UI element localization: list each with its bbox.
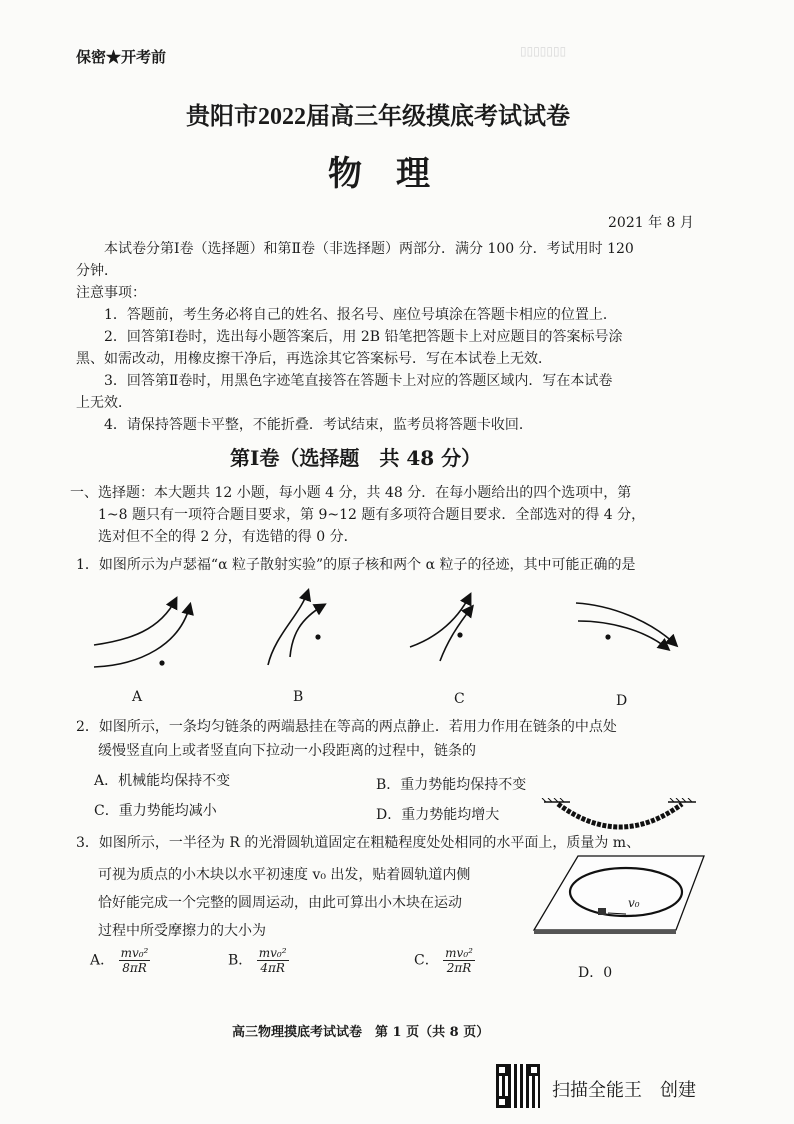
intro-line-1: 本试卷分第Ⅰ卷（选择题）和第Ⅱ卷（非选择题）两部分．满分 100 分．考试用时 120 <box>104 241 634 257</box>
qr-code-icon <box>496 1064 540 1108</box>
page-footer: 高三物理摸底考试试卷 第 1 页（共 8 页） <box>232 1025 490 1040</box>
notes-heading: 注意事项： <box>76 285 146 301</box>
q1-figure <box>80 585 700 695</box>
q3-option-d: D．0 <box>578 965 613 981</box>
exam-date: 2021 年 8 月 <box>608 215 694 231</box>
intro-line-2: 分钟． <box>76 263 118 279</box>
question-1-text: 1．如图所示为卢瑟福“α 粒子散射实验”的原子核和两个 α 粒子的径迹，其中可能正确的是 <box>76 557 636 573</box>
note-item: 4．请保持答题卡平整，不能折叠．考试结束，监考员将答题卡收回． <box>104 417 533 433</box>
q1-label-c: C <box>454 691 465 707</box>
circular-track-figure <box>528 850 708 934</box>
q1-label-d: D <box>616 693 628 709</box>
chain <box>558 804 682 827</box>
block <box>598 908 606 915</box>
section-instruction: 1~8 题只有一项符合题目要求，第 9~12 题有多项符合题目要求．全部选对的得 4 分， <box>98 507 646 523</box>
exam-title: 贵阳市2022届高三年级摸底考试试卷 <box>186 101 570 130</box>
question-2-line-1: 2．如图所示，一条均匀链条的两端悬挂在等高的两点静止．若用力作用在链条的中点处 <box>76 719 617 735</box>
option-c-diagram <box>410 595 472 661</box>
q1-label-b: B <box>293 689 304 705</box>
q3-option-a: A． $\frac{\text{mv₀²}}{8\pi R}$ <box>90 946 149 975</box>
question-3-line-3: 恰好能完成一个完整的圆周运动，由此可算出小木块在运动 <box>98 895 462 911</box>
q2-option-c: C．重力势能均减小 <box>94 803 217 819</box>
option-a-diagram <box>94 599 190 667</box>
option-d-diagram <box>576 603 676 649</box>
q3-option-c: C． $\frac{\text{mv₀²}}{2\pi R}$ <box>414 946 473 975</box>
velocity-label: v₀ <box>628 896 640 910</box>
q2-option-b: B．重力势能均保持不变 <box>376 777 527 793</box>
option-b-diagram <box>268 591 324 665</box>
note-item: 黑、如需改动，用橡皮擦干净后，再选涂其它答案标号．写在本试卷上无效． <box>76 351 552 367</box>
note-item: 3．回答第Ⅱ卷时，用黑色字迹笔直接答在答题卡上对应的答题区域内．写在本试卷 <box>104 373 613 389</box>
q1-label-a: A <box>132 689 143 705</box>
question-3-line-2: 可视为质点的小木块以水平初速度 v₀ 出发，贴着圆轨道内侧 <box>98 867 471 883</box>
q2-option-d: D．重力势能均增大 <box>376 807 500 823</box>
bleed-through-text: ▯▯▯▯▯▯▯ <box>520 44 567 58</box>
q3-option-b: B． $\frac{\text{mv₀²}}{4\pi R}$ <box>228 946 287 975</box>
note-item: 上无效． <box>76 395 132 411</box>
section-instruction: 一、选择题：本大题共 12 小题，每小题 4 分，共 48 分．在每小题给出的四个选项中，第 <box>70 485 632 501</box>
confidential-label: 保密★开考前 <box>76 48 167 66</box>
section-title: 第Ⅰ卷（选择题 共 48 分） <box>230 446 482 470</box>
note-item: 1．答题前，考生务必将自己的姓名、报名号、座位号填涂在答题卡相应的位置上． <box>104 307 617 323</box>
q2-option-a: A．机械能均保持不变 <box>94 773 231 789</box>
question-2-line-2: 缓慢竖直向上或者竖直向下拉动一小段距离的过程中，链条的 <box>98 743 476 759</box>
section-instruction: 选对但不全的得 2 分，有选错的得 0 分． <box>98 529 358 545</box>
question-3-line-1: 3．如图所示，一半径为 R 的光滑圆轨道固定在粗糙程度处处相同的水平面上，质量为 m、 <box>76 835 641 851</box>
subject-title: 物 理 <box>328 154 430 194</box>
question-3-line-4: 过程中所受摩擦力的大小为 <box>98 923 266 939</box>
scanner-watermark: 扫描全能王 创建 <box>552 1080 696 1101</box>
note-item: 2．回答第Ⅰ卷时，选出每小题答案后，用 2B 铅笔把答题卡上对应题目的答案标号涂 <box>104 329 623 345</box>
